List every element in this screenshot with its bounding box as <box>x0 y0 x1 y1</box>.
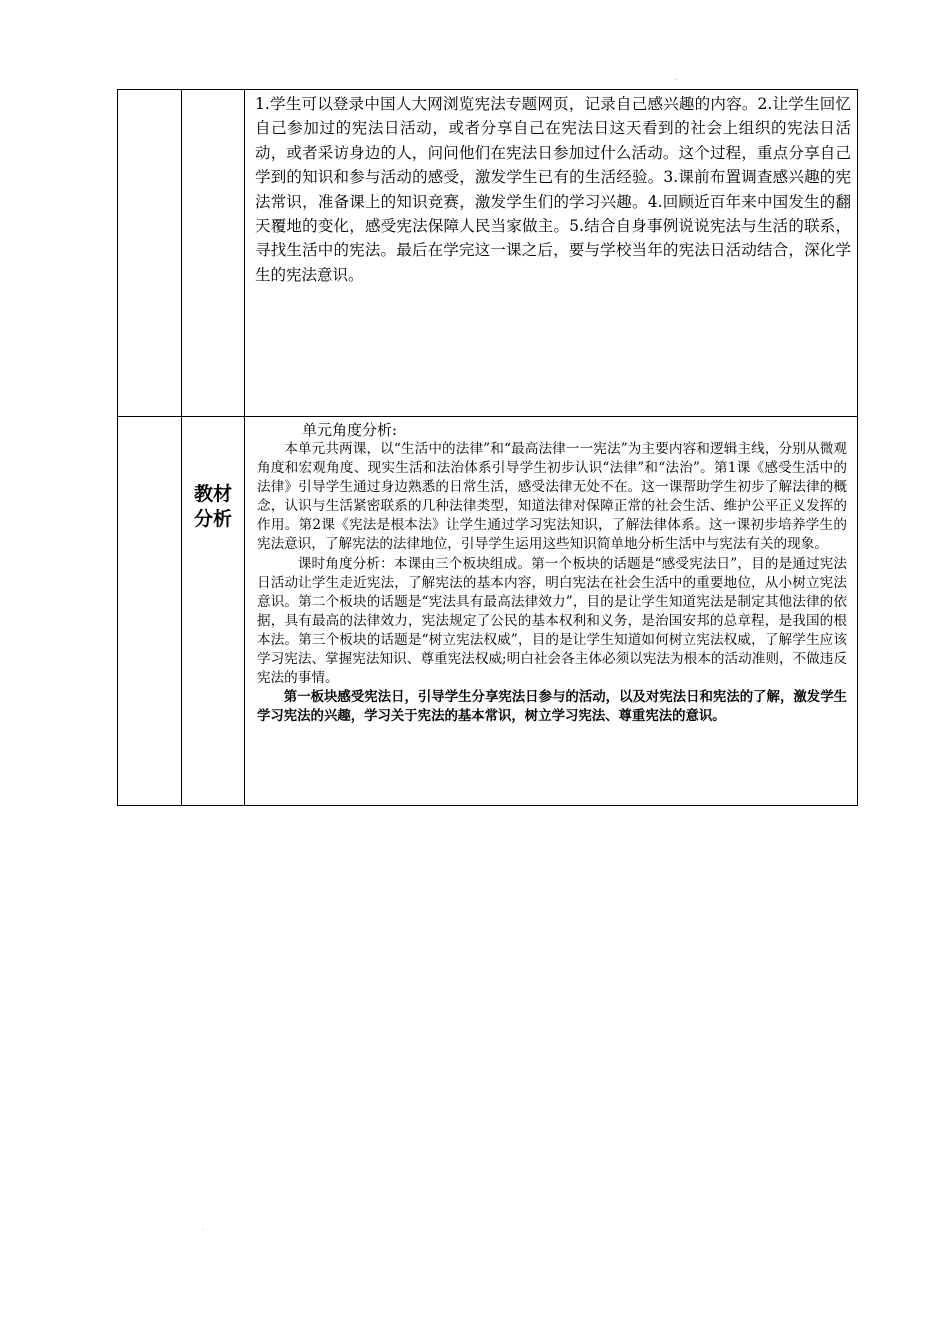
activities-text: 1.学生可以登录中国人大网浏览宪法专题网页，记录自己感兴趣的内容。2.让学生回忆自己参加过的宪法日活动，或者分享自己在宪法日这天看到的社会上组织的宪法日活动，或者采访身边的人，问问他们在宪法日参加过什么活动。这个过程，重点分享自己学到的知识和参与活动的感受，激发学生已有的生活经验。3.课前布置调查感兴趣的宪法常识，准备课上的知识竞赛，激发学生们的学习兴趣。4.回顾近百年来中国发生的翻天覆地的变化，感受宪法保障人民当家做主。5.结合自身事例说说宪法与生活的联系，寻找生活中的宪法。最后在学完这一课之后，要与学校当年的宪法日活动结合，深化学生的宪法意识。 <box>255 95 851 284</box>
activities-cell <box>245 90 858 417</box>
unit-analysis-heading: 单元角度分析: <box>302 421 398 439</box>
blank-cell-label <box>182 90 245 417</box>
analysis-cell <box>245 417 858 806</box>
label-cell <box>182 417 245 806</box>
page-mark-top: . <box>675 75 677 82</box>
analysis-content <box>245 417 857 726</box>
blank-cell-left <box>118 90 182 417</box>
page-mark-bottom: . <box>202 1225 204 1232</box>
lesson-analysis-heading: 课时角度分析： <box>297 555 394 572</box>
textbook-analysis-label: 教材分析 <box>194 483 233 530</box>
blank-cell-left-2 <box>118 417 182 806</box>
table-row-textbook-analysis <box>118 417 858 806</box>
lesson-analysis-paragraph <box>257 555 847 689</box>
table-row-activities <box>118 90 858 417</box>
unit-analysis-text: 本单元共两课，以“生活中的法律”和“最高法律一一宪法”为主要内容和逻辑主线，分别从微观角度和宏观角度、现实生活和法治体系引导学生初步认识“法律”和“法治”。第1课《感受生活中的法律》引导学生通过身边熟悉的日常生活，感受法律无处不在。这一课帮助学生初步了解法律的概念，认识与生活紧密联系的几种法律类型，知道法律对保障正常的社会生活、维护公平正义发挥的作用。第2课《宪法是根本法》让学生通过学习宪法知识，了解法律体系。这一课初步培养学生的宪法意识，了解宪法的法律地位，引导学生运用这些知识简单地分析生活中与宪法有关的现象。 <box>257 441 847 553</box>
lesson-plan-table <box>117 89 858 806</box>
block-one-summary: 第一板块感受宪法日，引导学生分享宪法日参与的活动，以及对宪法日和宪法的了解，激发学生学习宪法的兴趣，学习关于宪法的基本常识，树立学习宪法、尊重宪法的意识。 <box>257 690 847 725</box>
lesson-analysis-text: 本课由三个板块组成。第一个板块的话题是“感受宪法日”，目的是通过宪法日活动让学生走近宪法，了解宪法的基本内容，明白宪法在社会生活中的重要地位，从小树立宪法意识。第二个板块的话题是“宪法具有最高法律效力”，目的是让学生知道宪法是制定其他法律的依据，具有最高的法律效力，宪法规定了公民的基本权利和义务，是治国安邦的总章程，是我国的根本法。第三个板块的话题是“树立宪法权威”，目的是让学生知道如何树立宪法权威，了解学生应该学习宪法、掌握宪法知识、尊重宪法权威;明白社会各主体必须以宪法为根本的活动准则，不做违反宪法的事情。 <box>257 555 847 687</box>
